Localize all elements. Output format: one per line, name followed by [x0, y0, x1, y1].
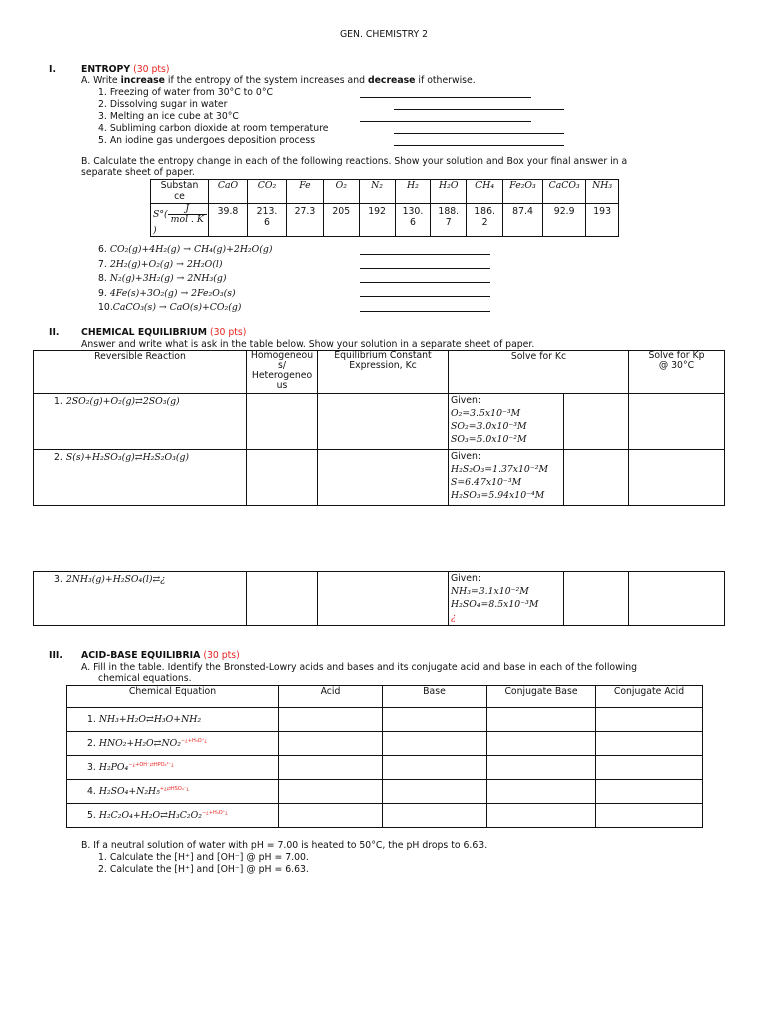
ab-equation-cell: 3. H₂PO₄$^{-¿+OH^-⇄HPO_4^{2-}¿}$	[67, 756, 279, 780]
answer-cell[interactable]	[383, 732, 487, 756]
ab-header-base: Base	[383, 686, 487, 708]
entropy-table	[150, 179, 619, 237]
entropy-value: 188. 7	[431, 204, 467, 237]
page-title: GEN. CHEMISTRY 2	[339, 29, 429, 40]
answer-blank[interactable]	[360, 245, 490, 255]
answer-cell[interactable]	[383, 804, 487, 828]
answer-blank[interactable]	[360, 88, 531, 98]
section-2-instruction: Answer and write what is ask in the table below. Show your solution in a separate sheet of paper.	[81, 339, 535, 350]
eq-given-cell: Given: H₂S₂O₃=1.37x10⁻²M S=6.47x10⁻³M H₂SO₃=5.94x10⁻⁴M	[449, 450, 564, 506]
entropy-header-cell: Fe	[286, 180, 323, 204]
answer-cell[interactable]	[487, 732, 596, 756]
section-3-title: ACID-BASE EQUILIBRIA	[81, 650, 201, 661]
entropy-value: 186. 2	[467, 204, 503, 237]
answer-cell[interactable]	[629, 450, 725, 506]
answer-cell[interactable]	[279, 804, 383, 828]
answer-cell[interactable]	[279, 732, 383, 756]
list-item: 4. Subliming carbon dioxide at room temperature	[98, 123, 329, 134]
entropy-value: 130. 6	[395, 204, 431, 237]
section-3-points: (30 pts)	[203, 650, 240, 661]
entropy-header-cell: CH₄	[467, 180, 503, 204]
eq-header-homogeneous: Homogeneou s/ Heterogeneo us	[247, 351, 318, 394]
answer-cell[interactable]	[247, 450, 318, 506]
answer-cell[interactable]	[487, 804, 596, 828]
entropy-header-cell: CO₂	[247, 180, 286, 204]
section-3b-list	[98, 852, 309, 876]
answer-blank[interactable]	[360, 302, 490, 312]
reaction-list	[98, 243, 272, 316]
ab-equation-cell: 5. H₂C₂O₄+H₂O⇄H₃C₂O₂$^{-¿+H_3O^+¿}$	[67, 804, 279, 828]
answer-cell[interactable]	[596, 756, 703, 780]
answer-cell[interactable]	[383, 780, 487, 804]
entropy-value: 87.4	[503, 204, 543, 237]
section-1-points: (30 pts)	[133, 64, 170, 75]
section-3-heading	[81, 650, 240, 661]
entropy-header-cell: CaCO₃	[543, 180, 586, 204]
entropy-header-cell: O₂	[323, 180, 359, 204]
section-2-title: CHEMICAL EQUILIBRIUM	[81, 327, 207, 338]
list-item: 5. An iodine gas undergoes deposition process	[98, 135, 316, 146]
ab-equation-cell: 2. HNO₂+H₂O⇄NO₂$^{-¿+H_3O^+¿}$	[67, 732, 279, 756]
table-row	[34, 450, 725, 506]
list-item: 1. Freezing of water from 30°C to 0°C	[98, 87, 273, 98]
ab-header-conjugate-base: Conjugate Base	[487, 686, 596, 708]
section-1a-list	[98, 87, 328, 147]
answer-cell[interactable]	[247, 394, 318, 450]
eq-reaction-cell: 1. 2SO₂(g)+O₂(g)⇄2SO₃(g)	[34, 394, 247, 450]
entropy-value: 193	[586, 204, 619, 237]
answer-cell[interactable]	[487, 780, 596, 804]
eq-header-kc-expression: Equilibrium Constant Expression, Kc	[318, 351, 449, 394]
answer-cell[interactable]	[596, 804, 703, 828]
eq-reaction-cell: 2. S(s)+H₂SO₃(g)⇄H₂S₂O₃(g)	[34, 450, 247, 506]
reaction-item: 7. 2H₂(g)+O₂(g) → 2H₂O(l)	[98, 258, 223, 270]
answer-cell[interactable]	[487, 708, 596, 732]
section-1-number: I.	[49, 64, 56, 75]
answer-cell[interactable]	[383, 708, 487, 732]
reaction-item: 10.CaCO₃(s) → CaO(s)+CO₂(g)	[98, 302, 242, 313]
table-row	[34, 394, 725, 450]
entropy-value: 192	[359, 204, 395, 237]
ab-equation-cell: 1. NH₃+H₂O⇄H₃O+NH₂	[67, 708, 279, 732]
answer-cell[interactable]	[318, 450, 449, 506]
answer-cell[interactable]	[247, 572, 318, 626]
answer-cell[interactable]	[318, 572, 449, 626]
entropy-row-label: S°( $\frac{J}{\text{mol . K}}$ )	[151, 204, 209, 237]
table-row	[34, 572, 725, 626]
answer-blank[interactable]	[360, 287, 490, 297]
answer-cell[interactable]	[564, 572, 629, 626]
reaction-item: 9. 4Fe(s)+3O₂(g) → 2Fe₂O₃(s)	[98, 287, 236, 299]
answer-cell[interactable]	[596, 708, 703, 732]
answer-cell[interactable]	[596, 732, 703, 756]
eq-given-cell: Given: O₂=3.5x10⁻³M SO₂=3.0x10⁻³M SO₃=5.0x10⁻²M	[449, 394, 564, 450]
table-row	[67, 804, 703, 828]
list-item: 3. Melting an ice cube at 30°C	[98, 111, 239, 122]
answer-blank[interactable]	[394, 124, 564, 134]
entropy-value: 39.8	[208, 204, 247, 237]
equilibrium-table-continued	[33, 571, 725, 626]
eq-given-cell: Given: NH₃=3.1x10⁻²M H₂SO₄=8.5x10⁻³M ¿	[449, 572, 564, 626]
ab-header-acid: Acid	[279, 686, 383, 708]
entropy-value: 92.9	[543, 204, 586, 237]
table-row	[67, 708, 703, 732]
eq-header-solve-kp: Solve for Kp @ 30°C	[629, 351, 725, 394]
answer-cell[interactable]	[279, 756, 383, 780]
answer-blank[interactable]	[360, 259, 490, 269]
answer-cell[interactable]	[383, 756, 487, 780]
ab-header-conjugate-acid: Conjugate Acid	[596, 686, 703, 708]
entropy-value: 205	[323, 204, 359, 237]
table-row	[67, 732, 703, 756]
entropy-header-cell: H₂O	[431, 180, 467, 204]
list-item: 2. Dissolving sugar in water	[98, 99, 228, 110]
entropy-header-cell: H₂	[395, 180, 431, 204]
entropy-value: 27.3	[286, 204, 323, 237]
eq-header-reaction: Reversible Reaction	[34, 351, 247, 394]
acid-base-table	[66, 685, 703, 828]
table-row	[67, 780, 703, 804]
eq-header-solve-kc: Solve for Kc	[449, 351, 629, 394]
section-1-heading	[81, 64, 170, 75]
reaction-item: 8. N₂(g)+3H₂(g) → 2NH₃(g)	[98, 273, 227, 284]
answer-cell[interactable]	[564, 450, 629, 506]
answer-cell[interactable]	[318, 394, 449, 450]
answer-cell[interactable]	[279, 708, 383, 732]
list-item: 2. Calculate the [H⁺] and [OH⁻] @ pH = 6.63.	[98, 864, 309, 875]
answer-blank[interactable]	[394, 136, 564, 146]
section-1b-instruction: B. Calculate the entropy change in each of the following reactions. Show your solution and Box your final answer in a separate sheet of paper.	[81, 156, 628, 178]
section-3a-instruction: A. Fill in the table. Identify the Bronsted-Lowry acids and bases and its conjugate acid and base in each of the following chemical equations.	[81, 662, 638, 684]
answer-cell[interactable]	[279, 780, 383, 804]
section-2-heading	[81, 327, 246, 338]
answer-cell[interactable]	[629, 394, 725, 450]
answer-cell[interactable]	[487, 756, 596, 780]
section-3b-instruction: B. If a neutral solution of water with pH = 7.00 is heated to 50°C, the pH drops to 6.63.	[81, 840, 488, 851]
entropy-header-cell: CaO	[208, 180, 247, 204]
answer-blank[interactable]	[360, 112, 531, 122]
answer-cell[interactable]	[564, 394, 629, 450]
answer-blank[interactable]	[394, 100, 564, 110]
table-row	[67, 756, 703, 780]
entropy-header-cell: NH₃	[586, 180, 619, 204]
section-2-points: (30 pts)	[209, 327, 247, 338]
equilibrium-table	[33, 350, 725, 506]
ab-header-equation: Chemical Equation	[67, 686, 279, 708]
entropy-header-cell: Fe₂O₃	[503, 180, 543, 204]
section-3-number: III.	[49, 650, 63, 661]
section-1-title: ENTROPY	[81, 64, 131, 75]
answer-blank[interactable]	[360, 273, 490, 283]
entropy-header-substance: Substan ce	[151, 180, 209, 204]
section-2-number: II.	[49, 327, 60, 338]
reaction-item: 6. CO₂(g)+4H₂(g) → CH₄(g)+2H₂O(g)	[98, 244, 273, 255]
list-item: 1. Calculate the [H⁺] and [OH⁻] @ pH = 7.00.	[98, 852, 309, 863]
ab-equation-cell: 4. H₂SO₄+N₂H₅$^{+¿⇄HSO_4^-¿}$	[67, 780, 279, 804]
entropy-value: 213. 6	[247, 204, 286, 237]
answer-cell[interactable]	[596, 780, 703, 804]
section-1a-instruction: A. Write increase if the entropy of the system increases and decrease if otherwise.	[81, 75, 476, 86]
entropy-header-cell: N₂	[359, 180, 395, 204]
answer-cell[interactable]	[629, 572, 725, 626]
eq-reaction-cell: 3. 2NH₃(g)+H₂SO₄(l)⇄¿	[34, 572, 247, 626]
